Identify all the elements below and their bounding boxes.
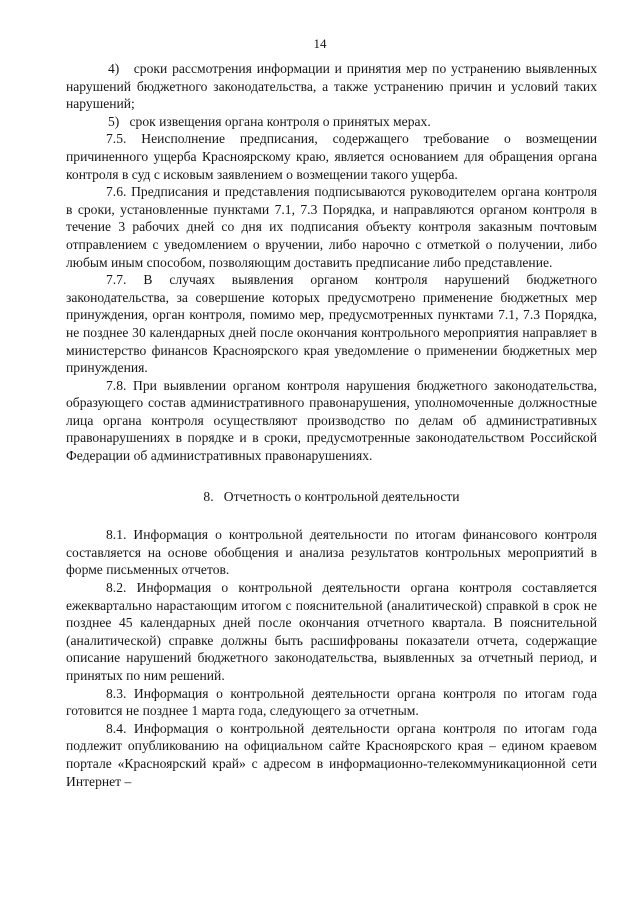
paragraph-8-3: 8.3. Информация о контрольной деятельности органа контроля по итогам года готовится не позднее 1 марта года, следующего за отчетным.	[66, 685, 597, 719]
paragraph-7-7: 7.7. В случаях выявления органом контроля нарушений бюджетного законодательства, за совершение которых предусмотрено применение бюджетных мер принуждения, орган контроля, помимо мер, предусмотренных пунктами 7.1, 7.3 Порядка, не позднее 30 календарных дней после окончания контрольного мероприятия направляет в министерство финансов Красноярского края уведомление о применении бюджетных мер принуждения.	[66, 272, 597, 376]
paragraph-8-1: 8.1. Информация о контрольной деятельности по итогам финансового контроля составляется на основе обобщения и анализа результатов контрольных мероприятий в форме письменных отчетов.	[66, 527, 597, 578]
paragraph-8-4: 8.4. Информация о контрольной деятельности органа контроля по итогам года подлежит опубликованию на официальном сайте Красноярского края – едином краевом портале «Красноярский край» с адресом в информационно-телекоммуникационной сети Интернет –	[66, 720, 597, 789]
paragraph-item-5: 5) срок извещения органа контроля о принятых мерах.	[108, 113, 431, 129]
paragraph-7-5: 7.5. Неисполнение предписания, содержащего требование о возмещении причиненного ущерба Красноярскому краю, является основанием для обращения органа контроля в суд с исковым заявлением о возмещении такого ущерба.	[66, 131, 597, 182]
page-number: 14	[313, 36, 327, 51]
paragraph-item-4: 4) сроки рассмотрения информации и принятия мер по устранению выявленных нарушений бюджетного законодательства, а также устранению причин и условий таких нарушений;	[66, 61, 597, 112]
section-heading: 8. Отчетность о контрольной деятельности	[203, 488, 460, 504]
paragraph-8-2: 8.2. Информация о контрольной деятельности органа контроля составляется ежеквартально нарастающим итогом с пояснительной (аналитической) справкой в срок не позднее 45 календарных дней после окончания отчетного квартала. В пояснительной (аналитической) справке должны быть расшифрованы показатели отчета, содержащие описание нарушений бюджетного законодательства, выявленных за отчетный период, и принятых по ним решений.	[66, 580, 597, 683]
document-body	[66, 60, 597, 790]
paragraph-7-8: 7.8. При выявлении органом контроля нарушения бюджетного законодательства, образующего состав административного правонарушения, уполномоченные должностные лица органа контроля осуществляют производство по делам об административных правонарушениях в порядке и в сроки, предусмотренные законодательством Российской Федерации об административных правонарушениях.	[66, 377, 597, 464]
paragraph-7-6: 7.6. Предписания и представления подписываются руководителем органа контроля в сроки, установленные пунктами 7.1, 7.3 Порядка, и направляются органом контроля в течение 3 рабочих дней со дня их подписания объекту контроля заказным почтовым отправлением с уведомлением о вручении, либо нарочно с отметкой о получении, либо любым иным способом, позволяющим доставить предписание либо представление.	[66, 184, 597, 270]
